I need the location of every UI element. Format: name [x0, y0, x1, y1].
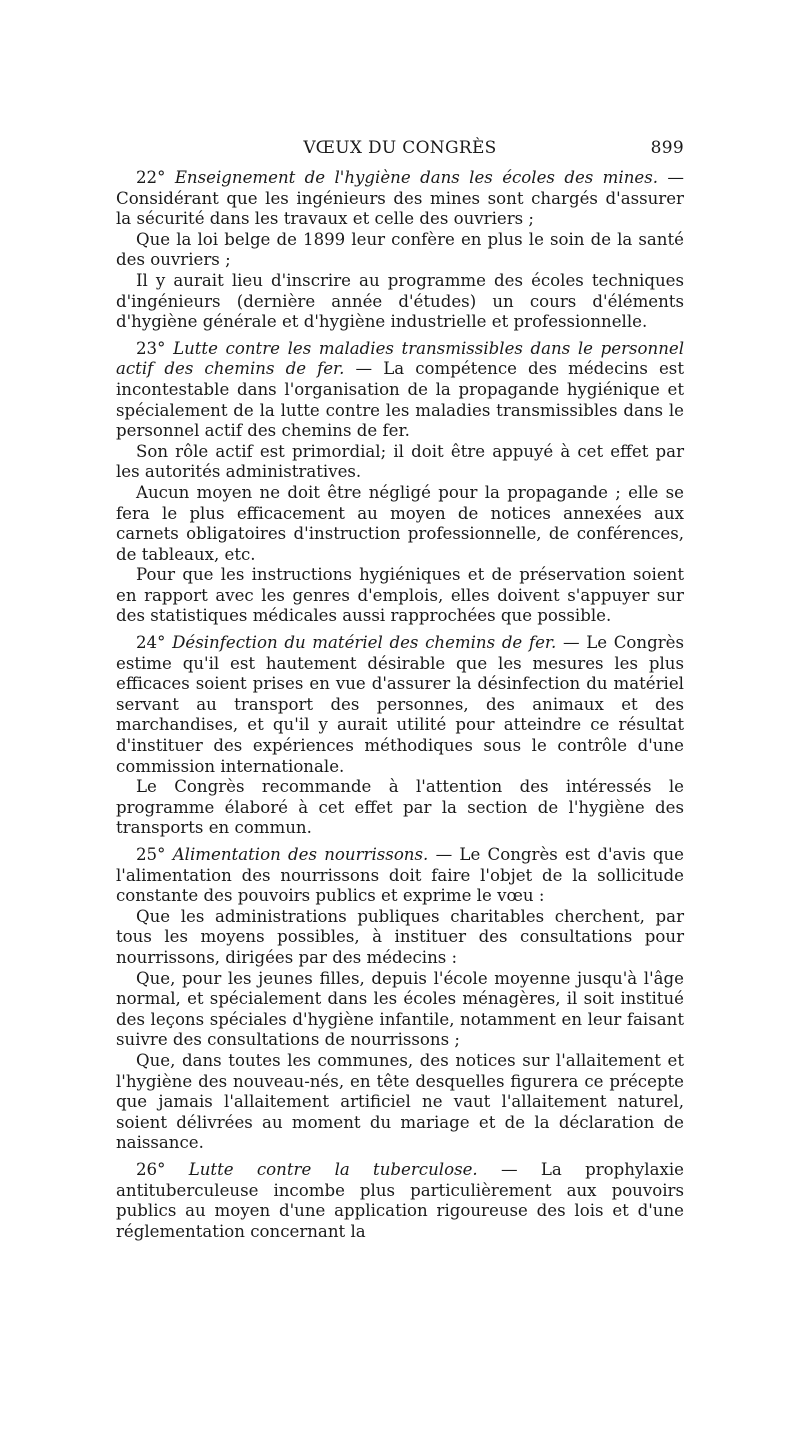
running-title: VŒUX DU CONGRÈS: [303, 138, 497, 158]
section-24-opening: [116, 633, 684, 777]
section-23-opening: [116, 339, 684, 442]
section-heading: Désinfection du matériel des chemins de fer.: [172, 633, 557, 653]
page-number: 899: [650, 138, 684, 158]
paragraph: Pour que les instructions hygiéniques et de préservation soient en rapport avec les genres d'emplois, elles doivent s'appuyer sur des statistiques médicales aussi rapprochées que possible.: [116, 565, 684, 626]
section-number: 26°: [136, 1159, 166, 1179]
paragraph: Le Congrès recommande à l'attention des intéressés le programme élaboré à cet effet par la section de l'hygiène des transports en commun.: [116, 777, 684, 838]
section-lead-text: — Considérant que les ingénieurs des mines sont chargés d'assurer la sécurité dans les travaux et celle des ouvriers ;: [116, 168, 684, 229]
paragraph: Aucun moyen ne doit être négligé pour la propagande ; elle se fera le plus efficacement au moyen de notices annexées aux carnets obligatoires d'instruction professionnelle, de conférences, de tableaux, etc.: [116, 482, 684, 564]
paragraph: Que, dans toutes les communes, des notices sur l'allaitement et l'hygiène des nouveau-nés, en tête desquelles figurera ce précepte que jamais l'allaitement artificiel ne vaut l'allaitement naturel, soient délivrées au moment du mariage et de la déclaration de naissance.: [116, 1050, 684, 1153]
page-header: [116, 138, 684, 162]
section-25-opening: [116, 845, 684, 907]
section-heading: Alimentation des nourrissons.: [172, 845, 429, 864]
section-heading: Lutte contre la tuberculose.: [188, 1159, 478, 1179]
section-number: 25°: [136, 845, 166, 864]
paragraph: Son rôle actif est primordial; il doit être appuyé à cet effet par les autorités administratives.: [116, 441, 684, 482]
section-lead-text: — La prophylaxie antituberculeuse incombe plus particulièrement aux pouvoirs publics au moyen d'une application rigoureuse des lois et d'une réglementation concernant la: [116, 1159, 684, 1241]
section-number: 23°: [136, 338, 166, 358]
section-heading: Lutte contre les maladies transmissibles dans le personnel actif des chemins de fer.: [116, 338, 685, 379]
section-number: 22°: [136, 168, 166, 187]
section-heading: Enseignement de l'hygiène dans les écoles des mines.: [174, 168, 659, 187]
paragraph: Que la loi belge de 1899 leur confère en plus le soin de la santé des ouvriers ;: [116, 229, 684, 270]
section-lead-text: — Le Congrès est d'avis que l'alimentation des nourrissons doit faire l'objet de la sollicitude constante des pouvoirs publics et exprime le vœu :: [116, 845, 684, 906]
section-22-opening: [116, 168, 684, 230]
book-page: [0, 138, 800, 1442]
paragraph: Que les administrations publiques charitables cherchent, par tous les moyens possibles, à instituer des consultations pour nourrissons, dirigées par des médecins :: [116, 906, 684, 967]
paragraph: Il y aurait lieu d'inscrire au programme des écoles techniques d'ingénieurs (dernière année d'études) un cours d'éléments d'hygiène générale et d'hygiène industrielle et professionnelle.: [116, 270, 684, 332]
section-lead-text: — Le Congrès estime qu'il est hautement désirable que les mesures les plus efficaces soient prises en vue d'assurer la désinfection du matériel servant au transport des personnes, des animaux et des marchandises, et qu'il y aurait utilité pour atteindre ce résultat d'instituer des expériences méthodiques sous le contrôle d'une commission internationale.: [116, 633, 684, 776]
paragraph: Que, pour les jeunes filles, depuis l'école moyenne jusqu'à l'âge normal, et spécialement dans les écoles ménagères, il soit institué des leçons spéciales d'hygiène infantile, notamment en leur faisant suivre des consultations de nourrissons ;: [116, 968, 684, 1050]
section-lead-text: — La compétence des médecins est incontestable dans l'organisation de la propagande hygiénique et spécialement de la lutte contre les maladies transmissibles dans le personnel actif des chemins de fer.: [116, 359, 684, 441]
section-number: 24°: [136, 633, 166, 653]
section-26-opening: [116, 1160, 684, 1242]
page-body: [116, 168, 684, 1242]
